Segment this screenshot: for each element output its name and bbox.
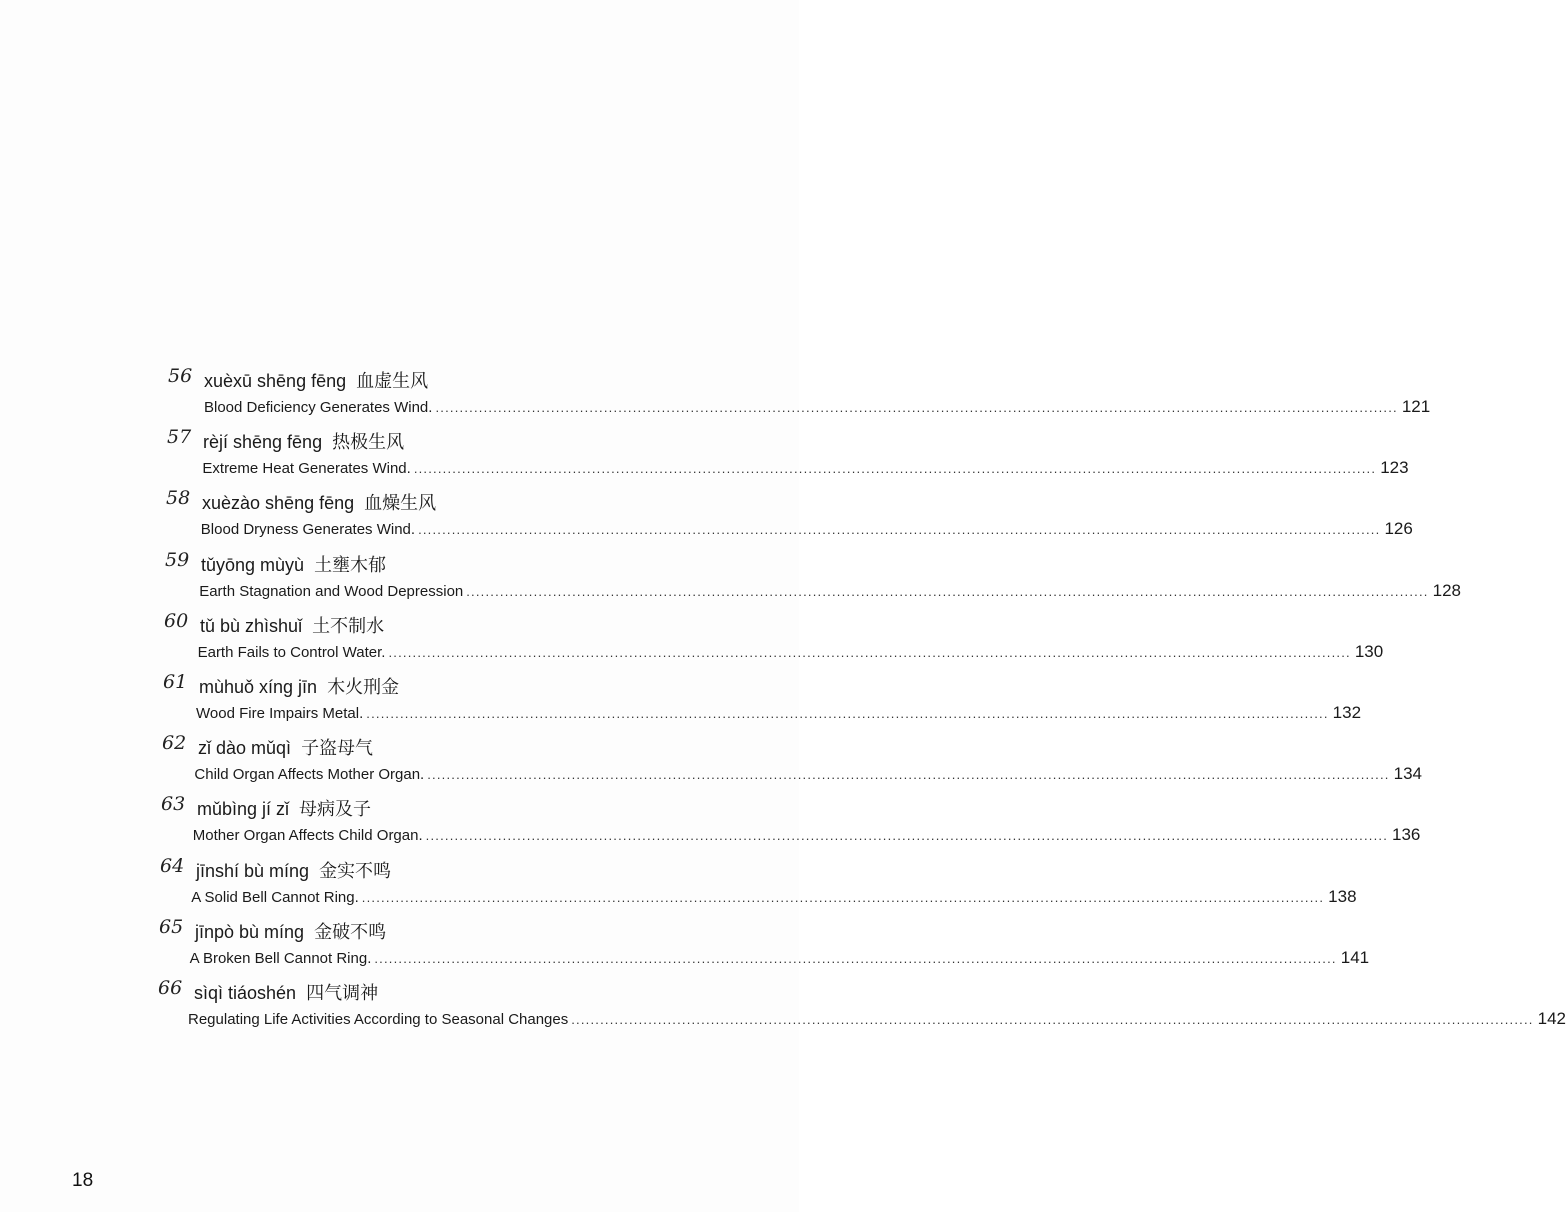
entry-title: Earth Fails to Control Water.	[197, 643, 386, 661]
entry-number: 59	[165, 548, 190, 571]
entry-page-number: 130	[1354, 641, 1384, 661]
dot-leader: ........................................................................................................................................................................................................	[374, 950, 1337, 966]
entry-number: 56	[168, 365, 193, 387]
dot-leader: ........................................................................................................................................................................................................	[435, 400, 1398, 415]
entry-hanzi: 四气调神	[306, 982, 379, 1004]
entry-pinyin: jīnshí bù míng	[196, 860, 310, 881]
entry-title: Earth Stagnation and Wood Depression	[199, 582, 464, 600]
toc-entry[interactable]	[0, 484, 1413, 545]
table-of-contents	[0, 362, 1566, 1035]
entry-page-number: 142	[1537, 1008, 1566, 1028]
entry-title-line	[192, 825, 1421, 845]
toc-entry[interactable]	[0, 423, 1409, 484]
entry-number: 64	[160, 854, 185, 877]
toc-entry[interactable]	[0, 729, 1422, 790]
toc-entry[interactable]	[0, 607, 1384, 668]
entry-headword	[201, 551, 386, 577]
entry-hanzi: 母病及子	[299, 799, 372, 821]
toc-entry[interactable]	[0, 362, 1431, 423]
entry-page-number: 121	[1401, 397, 1431, 416]
entry-pinyin: tǔyōng mùyù	[201, 554, 305, 575]
entry-page-number: 126	[1384, 519, 1413, 539]
entry-number: 62	[162, 732, 187, 755]
entry-title: Mother Organ Affects Child Organ.	[192, 827, 423, 845]
entry-pinyin: sìqì tiáoshén	[194, 982, 297, 1003]
entry-title: A Solid Bell Cannot Ring.	[191, 888, 359, 906]
entry-hanzi: 土不制水	[312, 615, 385, 637]
dot-leader: ........................................................................................................................................................................................................	[366, 705, 1329, 721]
entry-number: 63	[161, 793, 186, 816]
entry-hanzi: 热极生风	[332, 432, 405, 454]
entry-title: Extreme Heat Generates Wind.	[202, 460, 411, 478]
entry-headword	[194, 979, 378, 1005]
entry-headword	[200, 612, 384, 638]
entry-number: 58	[166, 487, 191, 510]
entry-title: Blood Dryness Generates Wind.	[200, 521, 416, 539]
entry-title-line	[200, 519, 1413, 539]
entry-page-number: 134	[1393, 764, 1422, 784]
entry-hanzi: 木火刑金	[327, 676, 400, 698]
entry-title-line	[202, 458, 1409, 478]
entry-page-number: 141	[1340, 947, 1370, 967]
entry-pinyin: mǔbìng jí zǐ	[197, 799, 290, 820]
entry-hanzi: 血燥生风	[364, 493, 437, 515]
dot-leader: ........................................................................................................................................................................................................	[413, 461, 1377, 477]
entry-hanzi: 金实不鸣	[319, 860, 392, 882]
entry-title-line	[199, 580, 1461, 601]
dot-leader: ........................................................................................................................................................................................................	[418, 522, 1381, 538]
entry-headword	[197, 795, 371, 821]
entry-title-line	[196, 702, 1362, 723]
entry-title-line	[191, 886, 1357, 907]
entry-number: 61	[163, 670, 188, 693]
entry-title-line	[204, 397, 1431, 417]
entry-headword	[198, 734, 373, 760]
entry-hanzi: 血虚生风	[356, 371, 429, 392]
entry-title: Child Organ Affects Mother Organ.	[194, 766, 425, 784]
toc-entry[interactable]	[0, 913, 1370, 974]
entry-headword	[199, 673, 399, 699]
entry-title: Regulating Life Activities According to Seasonal Changes	[188, 1010, 569, 1028]
dot-leader: ........................................................................................................................................................................................................	[571, 1011, 1534, 1027]
entry-title: Wood Fire Impairs Metal.	[196, 704, 364, 722]
entry-number: 66	[158, 976, 183, 999]
entry-hanzi: 土壅木郁	[314, 554, 387, 576]
entry-page-number: 138	[1328, 886, 1357, 906]
entry-headword	[202, 489, 436, 515]
entry-number: 65	[159, 915, 184, 938]
entry-title-line	[197, 641, 1384, 662]
entry-pinyin: xuèzào shēng fēng	[202, 493, 355, 514]
entry-headword	[196, 857, 391, 883]
entry-pinyin: mùhuǒ xíng jīn	[199, 676, 318, 697]
dot-leader: ........................................................................................................................................................................................................	[427, 767, 1390, 783]
entry-headword	[195, 918, 386, 944]
entry-page-number: 128	[1432, 580, 1461, 600]
entry-headword	[203, 428, 404, 454]
dot-leader: ........................................................................................................................................................................................................	[466, 583, 1429, 599]
toc-entry[interactable]	[0, 790, 1421, 851]
page-folio: 18	[72, 1170, 94, 1191]
entry-title-line	[188, 1008, 1566, 1029]
entry-hanzi: 金破不鸣	[314, 921, 387, 943]
toc-entry[interactable]	[0, 852, 1357, 913]
entry-pinyin: zǐ dào mǔqì	[198, 738, 292, 759]
entry-title-line	[194, 764, 1422, 784]
entry-pinyin: tǔ bù zhìshuǐ	[200, 615, 303, 636]
entry-page-number: 123	[1380, 458, 1409, 478]
dot-leader: ........................................................................................................................................................................................................	[425, 828, 1389, 844]
dot-leader: ........................................................................................................................................................................................................	[388, 644, 1351, 660]
entry-title: Blood Deficiency Generates Wind.	[204, 399, 433, 416]
entry-page-number: 136	[1392, 825, 1421, 845]
entry-headword	[204, 367, 428, 393]
toc-entry[interactable]	[0, 546, 1461, 607]
entry-title-line	[189, 947, 1370, 968]
entry-pinyin: xuèxū shēng fēng	[204, 371, 347, 391]
entry-number: 57	[167, 426, 192, 449]
entry-number: 60	[164, 609, 189, 632]
entry-hanzi: 子盗母气	[301, 738, 374, 760]
entry-pinyin: rèjí shēng fēng	[203, 432, 323, 453]
entry-title: A Broken Bell Cannot Ring.	[189, 949, 372, 967]
entry-page-number: 132	[1332, 702, 1362, 722]
dot-leader: ........................................................................................................................................................................................................	[361, 889, 1325, 905]
entry-pinyin: jīnpò bù míng	[195, 921, 305, 942]
toc-entry[interactable]	[0, 974, 1566, 1035]
toc-entry[interactable]	[0, 668, 1362, 729]
